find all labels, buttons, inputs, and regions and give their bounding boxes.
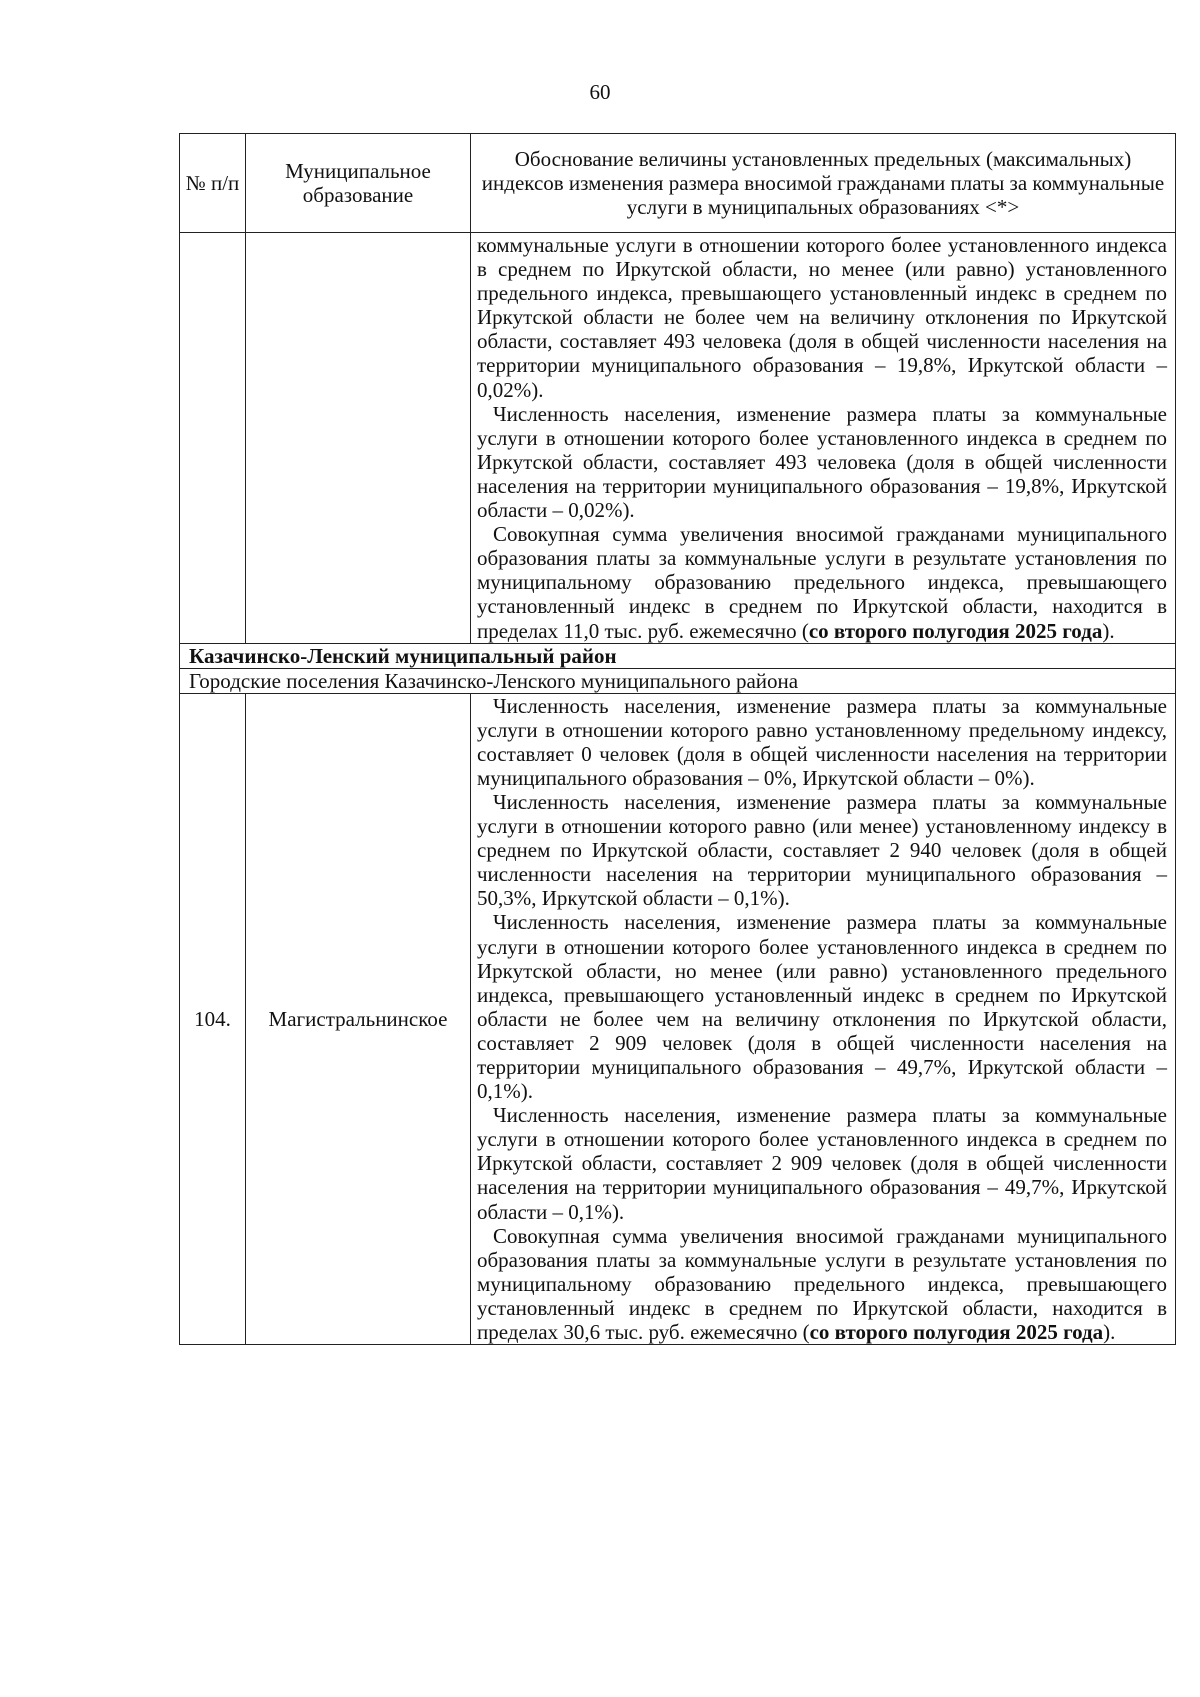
indices-table — [179, 133, 1176, 1345]
header-municipality: Муниципальное образование — [246, 134, 471, 233]
table-row-continued — [180, 233, 1176, 644]
row-number: 104. — [180, 693, 246, 1345]
justification-paragraph-total — [477, 522, 1167, 642]
total-end: ). — [1103, 1320, 1116, 1345]
table-header-row — [180, 134, 1176, 233]
total-text: Совокупная сумма увеличения вносимой гражданами муниципального образования платы за коммунальные услуги в результате установления по муниципальному образованию предельного индекса, превышающего установленный индекс в среднем по Иркутской области, находится в пределах 11,0 тыс. руб. ежемесячно ( — [477, 522, 1167, 643]
settlements-name: Городские поселения Казачинско-Ленского муниципального района — [180, 668, 1176, 693]
justification-paragraph-total — [477, 1224, 1167, 1344]
header-justification: Обоснование величины установленных предельных (максимальных) индексов изменения размера вносимой гражданами платы за коммунальные услуги в муниципальных образованиях <*> — [471, 134, 1176, 233]
total-text: Совокупная сумма увеличения вносимой гражданами муниципального образования платы за коммунальные услуги в результате установления по муниципальному образованию предельного индекса, превышающего установленный индекс в среднем по Иркутской области, находится в пределах 30,6 тыс. руб. ежемесячно ( — [477, 1223, 1167, 1345]
cell-justification-continued — [471, 233, 1176, 644]
district-row — [180, 643, 1176, 668]
header-num: № п/п — [180, 134, 246, 233]
justification-paragraph: Численность населения, изменение размера платы за коммунальные услуги в отношении которого равно (или менее) установленному индексу в среднем по Иркутской области, составляет 2 940 человек (доля в общей численности населения на территории муниципального образования – 50,3%, Иркутской области – 0,1%). — [477, 789, 1167, 911]
district-name: Казачинско-Ленский муниципальный район — [180, 643, 1176, 668]
page-number: 60 — [589, 80, 611, 104]
total-period: со второго полугодия 2025 года — [808, 618, 1103, 643]
settlements-row — [180, 668, 1176, 693]
justification-paragraph: Численность населения, изменение размера платы за коммунальные услуги в отношении которого более установленного индекса в среднем по Иркутской области, составляет 2 909 человек (доля в общей численности населения на территории муниципального образования – 49,7%, Иркутской области – 0,1%). — [477, 1103, 1167, 1224]
row-municipality: Магистральнинское — [246, 693, 471, 1345]
table-row — [180, 693, 1176, 1345]
total-end: ). — [1102, 618, 1115, 643]
cell-municipality-empty — [246, 233, 471, 644]
justification-paragraph: Численность населения, изменение размера платы за коммунальные услуги в отношении которого более установленного индекса в среднем по Иркутской области, но менее (или равно) установленного предельного индекса, превышающего установленный индекс в среднем по Иркутской области не более чем на величину отклонения по Иркутской области, составляет 2 909 человек (доля в общей численности населения на территории муниципального образования – 49,7%, Иркутской области – 0,1%). — [477, 910, 1167, 1104]
row-justification — [471, 693, 1176, 1345]
total-period: со второго полугодия 2025 года — [809, 1320, 1104, 1345]
justification-paragraph: коммунальные услуги в отношении которого более установленного индекса в среднем по Иркутской области, но менее (или равно) установленного предельного индекса, превышающего установленный индекс в среднем по Иркутской области не более чем на величину отклонения по Иркутской области, составляет 493 человека (доля в общей численности населения на территории муниципального образования – 19,8%, Иркутской области – 0,02%). — [477, 233, 1167, 402]
cell-num-empty — [180, 233, 246, 644]
justification-paragraph: Численность населения, изменение размера платы за коммунальные услуги в отношении которого равно установленному предельному индексу, составляет 0 человек (доля в общей численности населения на территории муниципального образования – 0%, Иркутской области – 0%). — [477, 693, 1167, 790]
justification-paragraph: Численность населения, изменение размера платы за коммунальные услуги в отношении которого более установленного индекса в среднем по Иркутской области, составляет 493 человека (доля в общей численности населения на территории муниципального образования – 19,8%, Иркутской области – 0,02%). — [477, 401, 1167, 523]
